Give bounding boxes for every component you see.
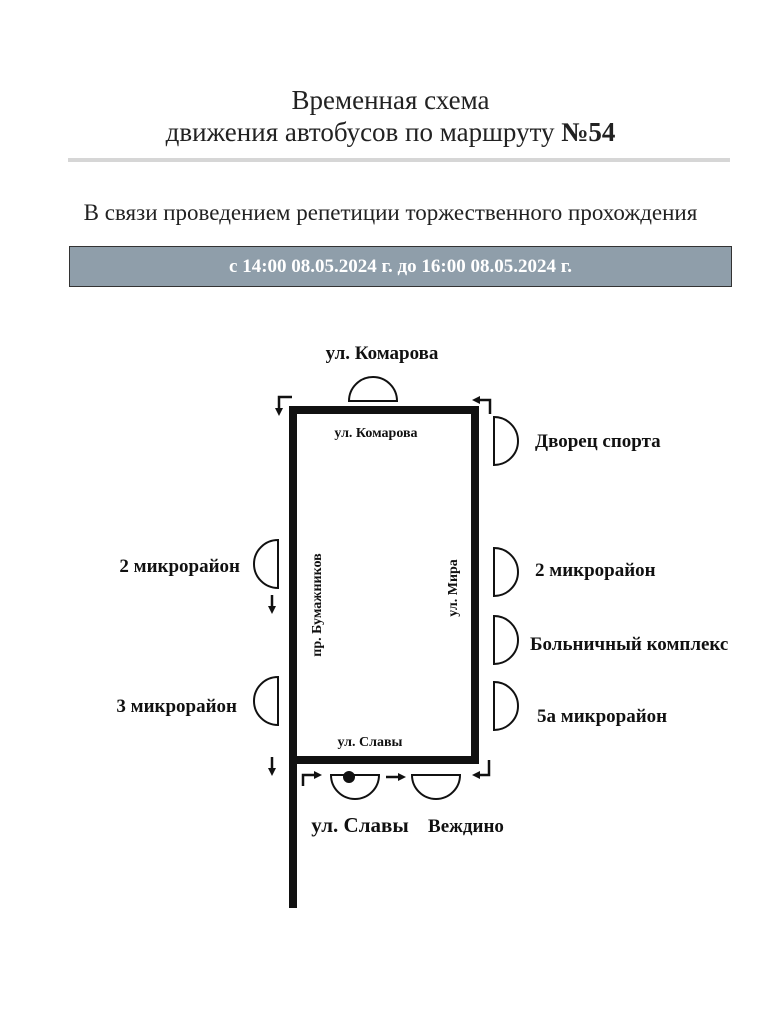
arrowhead-top-right [472,396,480,404]
notice-period-banner: с 14:00 08.05.2024 г. до 16:00 08.05.2024 г. [69,246,732,287]
arrowhead-left-down-1 [268,606,276,614]
stop-label-5a-mikrorayon: 5а микрорайон [537,706,668,727]
arrowhead-top-left [275,408,283,416]
arrowhead-bottom-start [314,771,322,779]
stop-symbol-bottom-slavy [331,775,379,799]
route-number: №54 [561,117,616,147]
stop-symbol-5a-mikrorayon [494,682,518,730]
title-line-1: Временная схема [291,85,490,115]
arrowhead-bottom-right [472,771,480,779]
stop-symbol-top-komarova [349,377,397,401]
street-label-bumazhnikov: пр. Бумажников [310,553,325,657]
street-label-mira: ул. Мира [446,559,461,617]
stop-label-vezhdino: Веждино [428,816,504,837]
stop-symbol-vezhdino [412,775,460,799]
arrowhead-left-down-2 [268,768,276,776]
notice-reason: В связи проведением репетиции торжественного прохождения [83,200,698,225]
stop-label-left-3-mikrorayon: 3 микрорайон [116,696,237,717]
stop-symbol-left-3-mikrorayon [254,677,278,725]
stop-symbol-dvorets-sporta [494,417,518,465]
stop-symbol-bolnichny [494,616,518,664]
stop-dot-bottom-slavy [343,771,355,783]
street-label-komarova: ул. Комарова [334,426,418,441]
title-line-2-text: движения автобусов по маршруту [165,117,562,147]
stop-label-bolnichny: Больничный комплекс [530,634,729,655]
stop-symbol-right-2-mikrorayon [494,548,518,596]
stop-label-bottom-slavy: ул. Славы [311,813,409,837]
stop-label-right-2-mikrorayon: 2 микрорайон [535,560,656,581]
arrowhead-bottom-right-direction [398,773,406,781]
stop-label-dvorets-sporta: Дворец спорта [535,431,661,452]
stop-symbol-left-2-mikrorayon [254,540,278,588]
stop-label-left-2-mikrorayon: 2 микрорайон [119,556,240,577]
street-label-slavy: ул. Славы [337,735,403,750]
stop-label-top-komarova: ул. Комарова [325,343,439,364]
